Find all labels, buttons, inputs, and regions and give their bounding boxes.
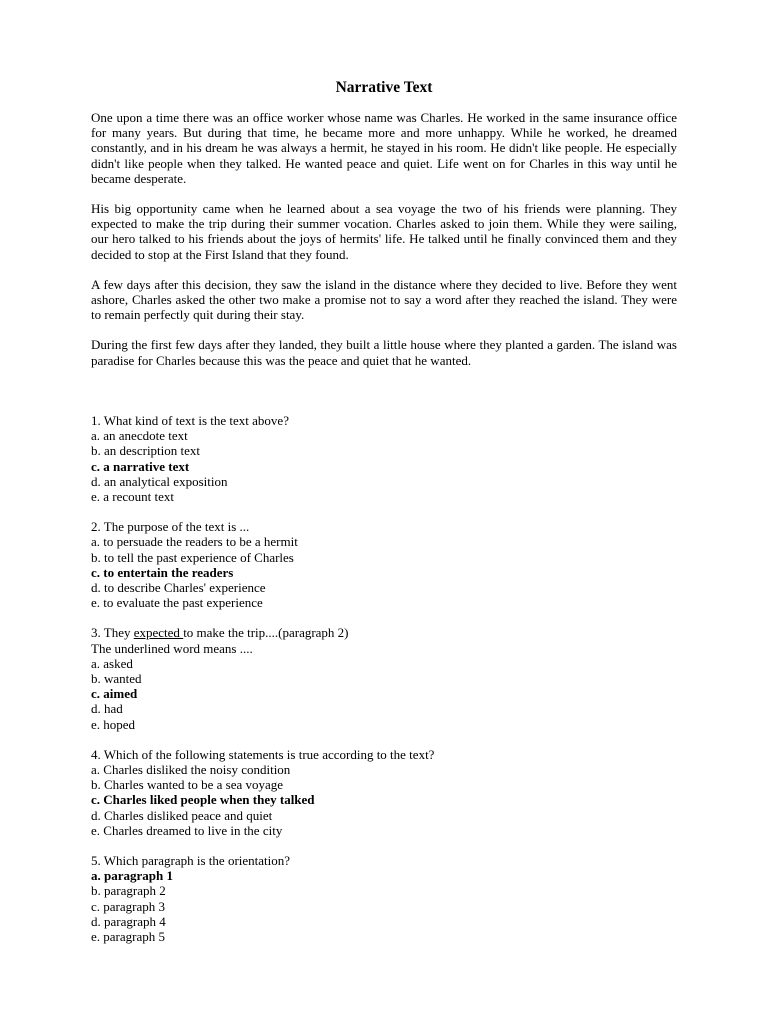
answer-option-correct: c. aimed: [91, 686, 138, 702]
answer-option: a. Charles disliked the noisy condition: [91, 762, 291, 778]
answer-option: a. an anecdote text: [91, 428, 188, 444]
answer-option: e. to evaluate the past experience: [91, 595, 263, 611]
question-3: [91, 625, 677, 731]
prompt-text: 3. They: [91, 625, 134, 641]
question-prompt: 1. What kind of text is the text above?: [91, 413, 289, 428]
paragraph-2: His big opportunity came when he learned about a sea voyage the two of his friends were planning. They expected to make the trip during their summer vocation. Charles asked to join them. While they were sailing, our hero talked to his friends about the joys of hermits' life. He talked until he finally convinced them and they decided to stop at the First Island that they found.: [91, 201, 677, 262]
question-1: [91, 413, 677, 504]
answer-option: e. Charles dreamed to live in the city: [91, 822, 283, 838]
question-4: [91, 747, 677, 838]
question-5: [91, 853, 677, 944]
answer-option: d. to describe Charles' experience: [91, 580, 266, 596]
answer-option-correct: c. to entertain the readers: [91, 564, 234, 580]
passage: [91, 110, 677, 368]
answer-option: d. paragraph 4: [91, 913, 166, 929]
prompt-text: to make the trip....(paragraph 2): [183, 625, 349, 641]
answer-option-correct: a. paragraph 1: [91, 868, 173, 884]
paragraph-1: One upon a time there was an office worker whose name was Charles. He worked in the same insurance office for many years. But during that time, he became more and more unhappy. While he worked, he dreamed constantly, and in his dream he was always a hermit, he stayed in his room. He didn't like people. He especially didn't like people when they talked. He wanted peace and quiet. Life went on for Charles in this way until he became desperate.: [91, 110, 677, 186]
answer-option-correct: c. Charles liked people when they talked: [91, 792, 315, 808]
answer-option: d. Charles disliked peace and quiet: [91, 807, 273, 823]
answer-option: d. had: [91, 701, 123, 717]
answer-option: b. wanted: [91, 671, 142, 687]
answer-option: b. Charles wanted to be a sea voyage: [91, 777, 284, 793]
page-title: Narrative Text: [335, 79, 433, 96]
question-prompt: [91, 625, 677, 640]
answer-option: e. paragraph 5: [91, 929, 165, 945]
paragraph-3: A few days after this decision, they saw the island in the distance where they decided to live. Before they went ashore, Charles asked the other two make a promise not to say a word after they reached the island. They were to remain perfectly quit during their stay.: [91, 276, 677, 323]
answer-option-correct: c. a narrative text: [91, 458, 190, 474]
answer-option: a. to persuade the readers to be a hermit: [91, 534, 298, 550]
question-list: [91, 413, 677, 959]
question-prompt: 2. The purpose of the text is ...: [91, 519, 250, 535]
answer-option: b. to tell the past experience of Charles: [91, 549, 294, 565]
question-prompt: 4. Which of the following statements is true according to the text?: [91, 746, 435, 762]
question-2: [91, 519, 677, 610]
answer-option: e. hoped: [91, 716, 136, 732]
question-subprompt: The underlined word means ....: [91, 640, 253, 656]
answer-option: e. a recount text: [91, 489, 175, 505]
answer-option: d. an analytical exposition: [91, 473, 228, 489]
answer-option: b. an description text: [91, 443, 201, 459]
answer-option: c. paragraph 3: [91, 898, 165, 914]
answer-option: b. paragraph 2: [91, 883, 166, 899]
underlined-word: expected: [133, 625, 184, 641]
paragraph-4: During the first few days after they landed, they built a little house where they planted a garden. The island was paradise for Charles because this was the peace and quiet that he wanted.: [91, 337, 677, 368]
answer-option: a. asked: [91, 655, 133, 671]
question-prompt: 5. Which paragraph is the orientation?: [91, 853, 291, 869]
